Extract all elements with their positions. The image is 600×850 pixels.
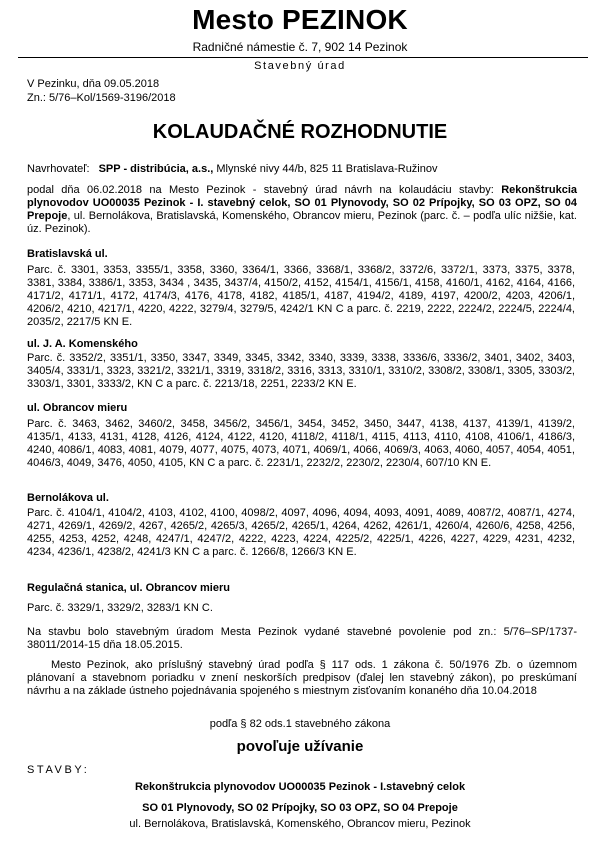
parcels-regulacna-stanica: Parc. č. 3329/1, 3329/2, 3283/1 KN C. (27, 602, 213, 614)
section-heading-obrancov-mieru: ul. Obrancov mieru (27, 402, 128, 414)
applicant-line (27, 163, 577, 176)
project-streets-line: ul. Bernolákova, Bratislavská, Komenského, Obrancov mieru, Pezinok (129, 818, 471, 830)
parcels-bratislavska: Parc. č. 3301, 3353, 3355/1, 3358, 3360, 3364/1, 3366, 3368/1, 3368/2, 3372/6, 3372/1, 3373, 3375, 3378, 3381, 3384, 3386/1, 3353, 3434 , 3435, 3437/4, 4150/2, 4152, 4154/1, 4156/1, 4158, 4160/1, 4162, 4164, 4166, 4171/2, 4171/1, 4172, 4174/3, 4176, 4178, 4182, 4185/1, 4187, 4194/2, 4189, 4197, 4200/2, 4203, 4206/1, 4206/2, 4210, 4217/1, 4220, 4222, 3279/4, 3279/5, 4242/1 KN C a parc. č. 2219, 2222, 2224/2, 2224/5, 2224/4, 2035/2, 2217/5 KN E. (27, 264, 575, 328)
municipality-title: Mesto PEZINOK (192, 4, 408, 35)
place-and-date: V Pezinku, dňa 09.05.2018 (27, 78, 160, 90)
municipality-address: Radničné námestie č. 7, 902 14 Pezinok (192, 40, 408, 54)
building-permit-paragraph: Na stavbu bolo stavebným úradom Mesta Pezinok vydané stavebné povolenie pod zn.: 5/76–SP/1737-38011/2014-15 dňa 18.05.2015. (27, 626, 577, 651)
parcels-bernolakova: Parc. č. 4104/1, 4104/2, 4103, 4102, 4100, 4098/2, 4097, 4096, 4094, 4093, 4091, 4089, 4087/2, 4087/1, 4274, 4271, 4269/1, 4269/2, 4267, 4265/2, 4265/3, 4265/2, 4265/1, 4264, 4262, 4261/1, 4260/4, 4260/6, 4258, 4256, 4255, 4253, 4252, 4248, 4247/1, 4247/2, 4222, 4223, 4224, 4225/2, 4225/1, 4226, 4227, 4229, 4231, 4232, 4234, 4236/1, 4238/2, 4241/3 KN C a parc. č. 1266/8, 1266/3 KN E. (27, 507, 575, 558)
proposal-paragraph (27, 184, 577, 236)
applicant-label: Navrhovateľ: (27, 163, 90, 175)
parcels-komenskeho: Parc. č. 3352/2, 3351/1, 3350, 3347, 3349, 3345, 3342, 3340, 3339, 3338, 3336/6, 3336/2, 3401, 3402, 3403, 3405/4, 3331/1, 3323, 3321/2, 3321/1, 3319, 3318/2, 3316, 3313, 3310/1, 3310/2, 3308/2, 3308/1, 3305, 3303/2, 3303/1, 3301, 3333/2, KN C a parc. č. 2213/18, 2251, 2233/2 KN E. (27, 352, 575, 390)
section-heading-komenskeho: ul. J. A. Komenského (27, 338, 138, 350)
legal-reference: podľa § 82 ods.1 stavebného zákona (209, 718, 391, 730)
reference-number: Zn.: 5/76–Kol/1569-3196/2018 (27, 92, 176, 104)
applicant-address: Mlynské nivy 44/b, 825 11 Bratislava-Ružinov (213, 163, 438, 175)
parcels-obrancov-mieru: Parc. č. 3463, 3462, 3460/2, 3458, 3456/2, 3456/1, 3454, 3452, 3450, 3447, 4138, 4137, 4139/1, 4139/2, 4135/1, 4133, 4131, 4128, 4126, 4124, 4122, 4120, 4118/2, 4118/1, 4115, 4113, 4110, 4108, 4106/1, 4186/3, 4240, 4086/1, 4083, 4081, 4079, 4077, 4075, 4073, 4071, 4069/1, 4066, 4069/3, 4063, 4060, 4057, 4054, 4051, 4046/3, 4049, 3476, 4050, 4105, KN C a parc. č. 2231/1, 2232/2, 2230/2, 2230/4, 607/10 KN E. (27, 418, 575, 469)
proposal-text-start: podal dňa 06.02.2018 na Mesto Pezinok - stavebný úrad návrh na kolaudáciu stavby: (27, 184, 502, 196)
verdict-heading: povoľuje užívanie (236, 738, 364, 755)
section-heading-bratislavska: Bratislavská ul. (27, 248, 108, 260)
applicant-name: SPP - distribúcia, a.s., (98, 163, 214, 175)
section-heading-regulacna-stanica: Regulačná stanica, ul. Obrancov mieru (27, 582, 230, 594)
project-name-line: Rekonštrukcia plynovodov UO00035 Pezinok - I.stavebný celok (134, 781, 466, 793)
proposal-text-end: , ul. Bernolákova, Bratislavská, Komenského, Obrancov mieru, Pezinok (parc. č. – podľa ulíc nižšie, kat. úz. Pezinok). (27, 210, 577, 235)
office-name: Stavebný úrad (254, 60, 346, 72)
document-title: KOLAUDAČNÉ ROZHODNUTIE (152, 121, 448, 143)
project-objects-line: SO 01 Plynovody, SO 02 Prípojky, SO 03 OPZ, SO 04 Prepoje (142, 802, 458, 814)
decision-basis-paragraph: Mesto Pezinok, ako príslušný stavebný úrad podľa § 117 ods. 1 zákona č. 50/1976 Zb. o územnom plánovaní a stavebnom poriadku v znení neskorších predpisov (ďalej len stavebný zákon), po preskúmaní návrhu a na základe ústneho pojednávania spojeného s miestnym zisťovaním konaného dňa 10.04.2018 (27, 659, 577, 697)
section-heading-bernolakova: Bernolákova ul. (27, 492, 109, 504)
header-divider (18, 57, 588, 58)
project-name-bold: Rekonštrukcia plynovodov UO00035 Pezinok - I. stavebný celok, SO 01 Plynovody, SO 02 Prípojky, SO 03 OPZ, SO 04 Prepoje (27, 184, 577, 222)
buildings-label: STAVBY: (27, 764, 90, 776)
